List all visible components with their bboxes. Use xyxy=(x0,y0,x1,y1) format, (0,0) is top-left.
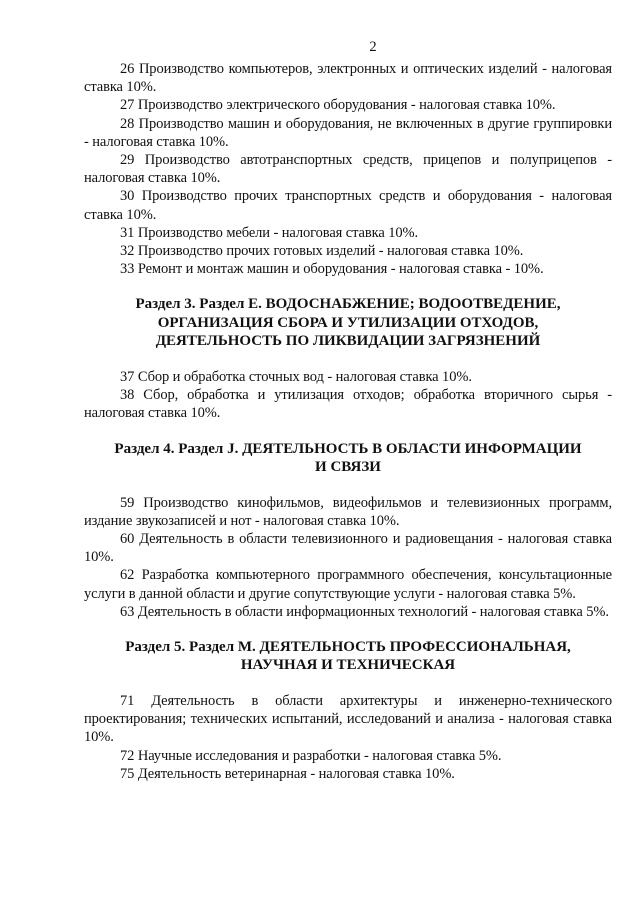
paragraph: 31 Производство мебели - налоговая ставка 10%. xyxy=(120,224,418,241)
paragraph: 28 Производство машин и оборудования, не включенных в другие группировки - налоговая ставка 10%. xyxy=(84,115,612,150)
section-heading-line: Раздел 4. Раздел J. ДЕЯТЕЛЬНОСТЬ В ОБЛАСТИ ИНФОРМАЦИИ xyxy=(114,440,582,457)
section-heading xyxy=(84,440,612,477)
paragraph: 71 Деятельность в области архитектуры и инженерно-технического проектирования; технических испытаний, исследований и анализа - налоговая ставка 10%. xyxy=(84,692,612,746)
paragraph: 72 Научные исследования и разработки - налоговая ставка 5%. xyxy=(120,747,502,764)
document-body xyxy=(84,60,612,783)
paragraph: 37 Сбор и обработка сточных вод - налоговая ставка 10%. xyxy=(120,368,472,385)
section-heading-line: ОРГАНИЗАЦИЯ СБОРА И УТИЛИЗАЦИИ ОТХОДОВ, xyxy=(157,314,539,331)
paragraph: 32 Производство прочих готовых изделий - налоговая ставка 10%. xyxy=(120,243,524,260)
section-heading-line: И СВЯЗИ xyxy=(315,459,381,476)
paragraph: 33 Ремонт и монтаж машин и оборудования - налоговая ставка - 10%. xyxy=(120,261,544,278)
paragraph: 60 Деятельность в области телевизионного и радиовещания - налоговая ставка 10%. xyxy=(84,530,612,566)
paragraph: 75 Деятельность ветеринарная - налоговая ставка 10%. xyxy=(120,765,455,782)
paragraph: 38 Сбор, обработка и утилизация отходов; обработка вторичного сырья - налоговая ставка 10%. xyxy=(84,387,612,422)
page-number: 2 xyxy=(369,39,377,55)
section-heading xyxy=(84,638,612,675)
section-heading-line: НАУЧНАЯ И ТЕХНИЧЕСКАЯ xyxy=(240,657,456,674)
section-heading-line: Раздел 3. Раздел Е. ВОДОСНАБЖЕНИЕ; ВОДООТВЕДЕНИЕ, xyxy=(135,296,561,313)
paragraph: 26 Производство компьютеров, электронных и оптических изделий - налоговая ставка 10%. xyxy=(84,61,612,96)
paragraph: 27 Производство электрического оборудования - налоговая ставка 10%. xyxy=(120,97,556,114)
paragraph: 30 Производство прочих транспортных средств и оборудования - налоговая ставка 10%. xyxy=(84,188,612,223)
section-heading-line: Раздел 5. Раздел М. ДЕЯТЕЛЬНОСТЬ ПРОФЕССИОНАЛЬНАЯ, xyxy=(125,638,571,655)
paragraph: 63 Деятельность в области информационных технологий - налоговая ставка 5%. xyxy=(120,603,609,620)
paragraph: 62 Разработка компьютерного программного обеспечения, консультационные услуги в данной области и другие сопутствующие услуги - налоговая ставка 5%. xyxy=(84,567,612,602)
paragraph: 29 Производство автотранспортных средств, прицепов и полуприцепов - налоговая ставка 10%. xyxy=(84,152,612,187)
paragraph: 59 Производство кинофильмов, видеофильмов и телевизионных программ, издание звукозаписей и нот - налоговая ставка 10%. xyxy=(84,494,612,529)
section-heading-line: ДЕЯТЕЛЬНОСТЬ ПО ЛИКВИДАЦИИ ЗАГРЯЗНЕНИЙ xyxy=(155,333,541,350)
section-heading xyxy=(84,295,612,351)
